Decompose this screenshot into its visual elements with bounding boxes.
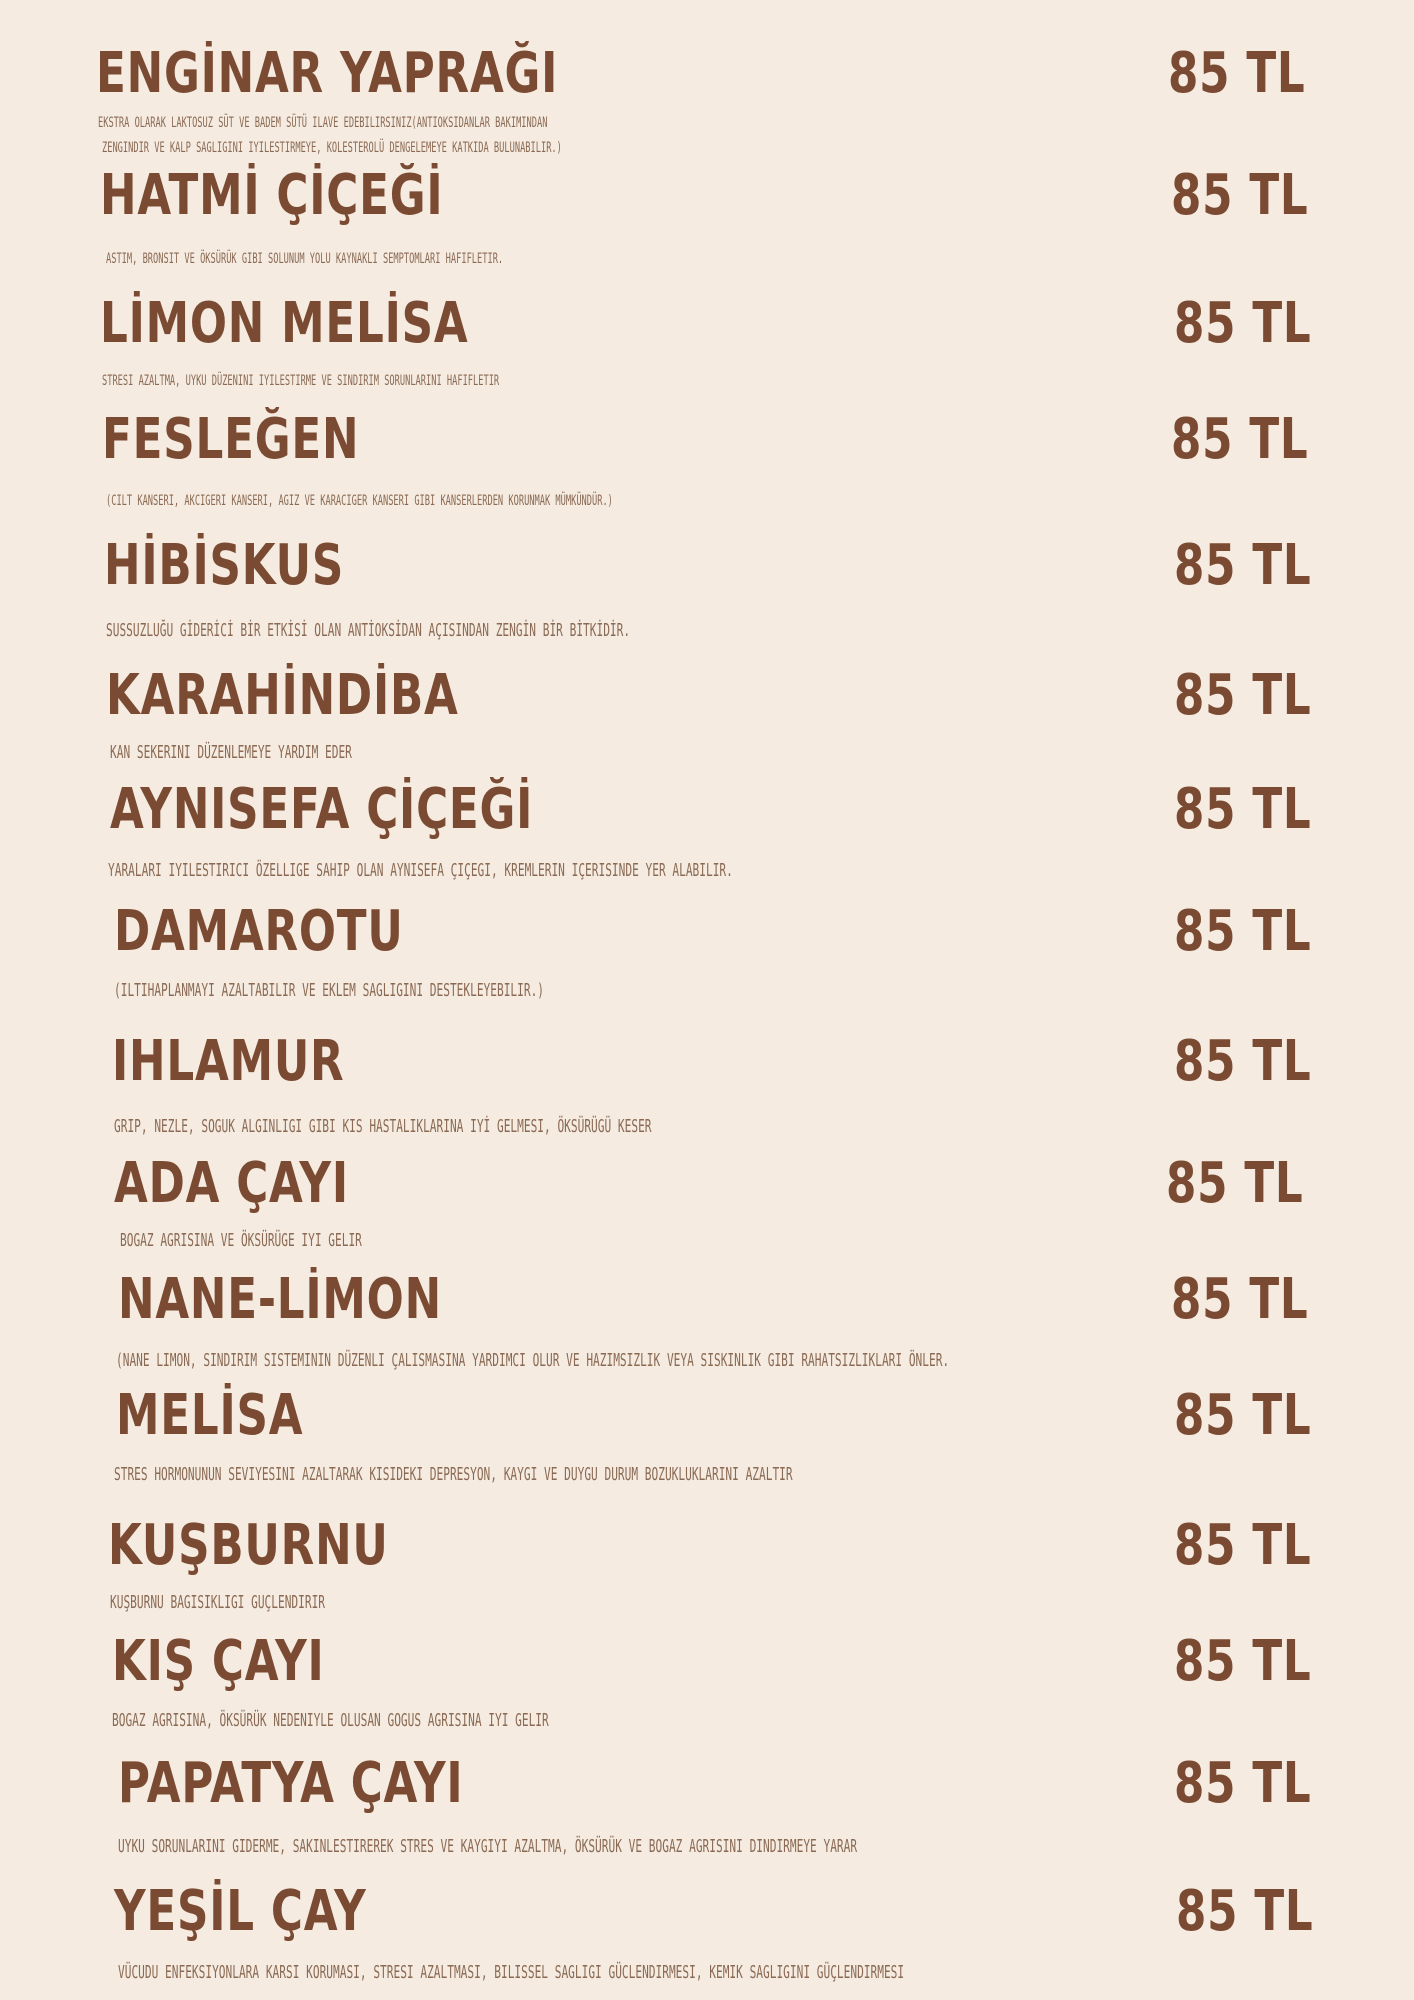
item-price: 85 TL — [1174, 777, 1312, 842]
item-price: 85 TL — [1176, 1879, 1314, 1944]
item-name: IHLAMUR — [112, 1029, 345, 1094]
item-name: KIŞ ÇAYI — [112, 1629, 325, 1694]
item-price: 85 TL — [1174, 533, 1312, 598]
item-name: KUŞBURNU — [108, 1513, 389, 1578]
item-price: 85 TL — [1171, 1267, 1309, 1332]
item-price: 85 TL — [1171, 163, 1309, 228]
item-price: 85 TL — [1174, 291, 1312, 356]
item-name: YEŞİL ÇAY — [114, 1879, 367, 1944]
item-description: STRESI AZALTMA, UYKU DÜZENINI IYILESTIRME VE SINDIRIM SORUNLARINI HAFIFLETIR — [102, 373, 500, 389]
item-description: VÜCUDU ENFEKSIYONLARA KARSI KORUMASI, STRESI AZALTMASI, BILISSEL SAGLIGI GÜCLENDIRMESI, KEMIK SAGLIGINI GÜÇLENDIRMESI — [118, 1962, 905, 1983]
item-name: AYNISEFA ÇİÇEĞİ — [110, 777, 534, 842]
item-name: PAPATYA ÇAYI — [118, 1751, 464, 1816]
item-name: ADA ÇAYI — [114, 1151, 349, 1216]
item-name: NANE-LİMON — [118, 1267, 442, 1332]
item-description: ZENGINDIR VE KALP SAGLIGINI IYILESTIRMEYE, KOLESTEROLÜ DENGELEMEYE KATKIDA BULUNABILIR.) — [102, 140, 562, 156]
item-description: (CILT KANSERI, AKCIGERI KANSERI, AGIZ VE KARACIGER KANSERI GIBI KANSERLERDEN KORUNMAK MÜMKÜNDÜR.) — [106, 493, 613, 509]
item-description: UYKU SORUNLARINI GIDERME, SAKINLESTIREREK STRES VE KAYGIYI AZALTMA, ÖKSÜRÜK VE BOGAZ AGRISINI DINDIRMEYE YARAR — [118, 1836, 858, 1857]
item-name: FESLEĞEN — [102, 407, 360, 472]
item-price: 85 TL — [1174, 663, 1312, 728]
item-name: KARAHİNDİBA — [106, 663, 459, 728]
item-price: 85 TL — [1174, 1029, 1312, 1094]
item-description: BOGAZ AGRISINA VE ÖKSÜRÜGE IYI GELIR — [120, 1230, 362, 1251]
item-price: 85 TL — [1174, 899, 1312, 964]
item-description: STRES HORMONUNUN SEVIYESINI AZALTARAK KISIDEKI DEPRESYON, KAYGI VE DUYGU DURUM BOZUKLUKLARINI AZALTIR — [114, 1464, 793, 1485]
item-name: HİBİSKUS — [104, 533, 345, 598]
item-description: (ILTIHAPLANMAYI AZALTABILIR VE EKLEM SAGLIGINI DESTEKLEYEBILIR.) — [114, 980, 545, 1001]
item-name: DAMAROTU — [114, 899, 404, 964]
item-description: YARALARI IYILESTIRICI ÖZELLIGE SAHIP OLAN AYNISEFA ÇIÇEGI, KREMLERIN IÇERISINDE YER ALABILIR. — [108, 860, 733, 881]
item-price: 85 TL — [1171, 407, 1309, 472]
item-price: 85 TL — [1174, 1513, 1312, 1578]
item-price: 85 TL — [1168, 41, 1306, 106]
item-description: BOGAZ AGRISINA, ÖKSÜRÜK NEDENIYLE OLUSAN GOGUS AGRISINA IYI GELIR — [112, 1710, 549, 1731]
item-name: ENGİNAR YAPRAĞI — [96, 41, 559, 106]
item-price: 85 TL — [1166, 1151, 1304, 1216]
item-description: KUŞBURNU BAGISIKLIGI GUÇLENDIRIR — [110, 1592, 326, 1613]
item-name: HATMİ ÇİÇEĞİ — [100, 163, 444, 228]
item-name: LİMON MELİSA — [100, 291, 469, 356]
item-price: 85 TL — [1174, 1751, 1312, 1816]
item-description: EKSTRA OLARAK LAKTOSUZ SÜT VE BADEM SÜTÜ ILAVE EDEBILIRSINIZ(ANTIOKSIDANLAR BAKIMINDAN — [98, 115, 548, 131]
item-price: 85 TL — [1174, 1383, 1312, 1448]
item-description: SUSSUZLUĞU GİDERİCİ BİR ETKİSİ OLAN ANTİOKSİDAN AÇISINDAN ZENGİN BİR BİTKİDİR. — [106, 620, 631, 641]
item-description: KAN SEKERINI DÜZENLEMEYE YARDIM EDER — [110, 742, 352, 763]
item-description: GRIP, NEZLE, SOGUK ALGINLIGI GIBI KIS HASTALIKLARINA IYİ GELMESI, ÖKSÜRÜGÜ KESER — [114, 1116, 652, 1137]
item-price: 85 TL — [1174, 1629, 1312, 1694]
item-description: (NANE LIMON, SINDIRIM SISTEMININ DÜZENLI ÇALISMASINA YARDIMCI OLUR VE HAZIMSIZLIK VEYA SISKINLIK GIBI RAHATSIZLIKLARI ÖNLER. — [116, 1350, 950, 1371]
item-name: MELİSA — [116, 1383, 304, 1448]
item-description: ASTIM, BRONSIT VE ÖKSÜRÜK GIBI SOLUNUM YOLU KAYNAKLI SEMPTOMLARI HAFIFLETIR. — [106, 251, 504, 267]
